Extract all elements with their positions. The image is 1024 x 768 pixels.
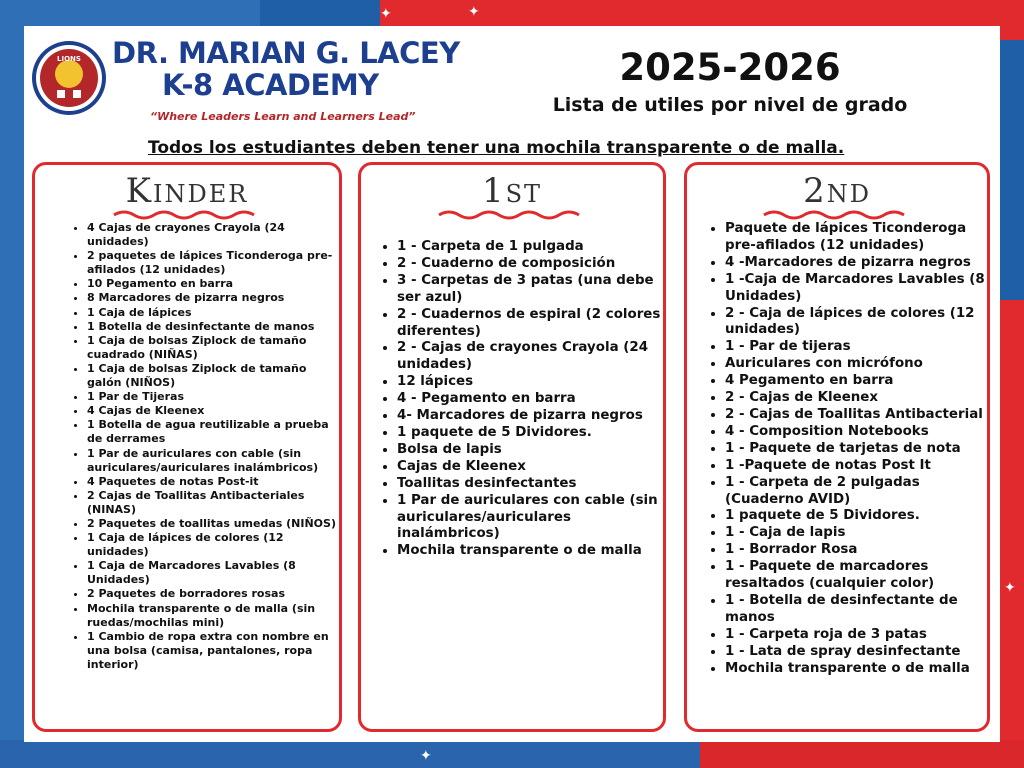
list-item: • 1 - Paquete de tarjetas de nota: [725, 441, 1001, 458]
list-item: • 1 Botella de agua reutilizable a prueba de derrames: [87, 418, 343, 446]
list-item: • 1 Caja de Marcadores Lavables (8 Unidades): [87, 559, 343, 587]
list-item: • 1 Caja de bolsas Ziplock de tamaño cuadrado (NIÑAS): [87, 334, 343, 362]
school-name-line2: K-8 ACADEMY: [162, 68, 379, 102]
backpack-notice: Todos los estudiantes deben tener una mochila transparente o de malla.: [148, 138, 845, 158]
logo-text: LIONS: [57, 55, 81, 63]
list-item: • Cajas de Kleenex: [397, 459, 673, 476]
list-item: • 1 - Lata de spray desinfectante: [725, 644, 1001, 661]
school-logo: [30, 34, 108, 126]
sparkle-icon: ✦: [1004, 580, 1016, 596]
school-year: 2025-2026: [619, 46, 841, 89]
list-item: • 1 Botella de desinfectante de manos: [87, 320, 343, 334]
sparkle-icon: ✦: [420, 748, 432, 764]
list-item: • 1 - Paquete de marcadores resaltados (cualquier color): [725, 559, 1001, 593]
list-item: • 1 - Carpeta roja de 3 patas: [725, 627, 1001, 644]
school-tagline: “Where Leaders Learn and Learners Lead”: [150, 110, 416, 123]
first-grade-card: [358, 162, 666, 732]
list-item: • 1 Cambio de ropa extra con nombre en una bolsa (camisa, pantalones, ropa interior): [87, 630, 343, 672]
list-item: • 1 Caja de lápices de colores (12 unidades): [87, 531, 343, 559]
list-item: • 4 - Composition Notebooks: [725, 424, 1001, 441]
list-item: • 1 paquete de 5 Dividores.: [397, 425, 673, 442]
first-grade-supply-list: [375, 239, 673, 560]
list-item: • Mochila transparente o de malla: [725, 661, 1001, 678]
list-item: • 4 Paquetes de notas Post-it: [87, 475, 343, 489]
card-title-2nd: 2nd: [803, 171, 871, 211]
list-item: • 2 Cajas de Toallitas Antibacteriales (NINAS): [87, 489, 343, 517]
list-item: • 1 - Borrador Rosa: [725, 542, 1001, 559]
sparkle-icon: ✦: [380, 6, 392, 22]
list-item: • 1 -Caja de Marcadores Lavables (8 Unidades): [725, 272, 1001, 306]
list-item: • 4- Marcadores de pizarra negros: [397, 408, 673, 425]
list-item: • Auriculares con micrófono: [725, 356, 1001, 373]
list-item: • 4 - Pegamento en barra: [397, 391, 673, 408]
list-item: • 1 Par de Tijeras: [87, 390, 343, 404]
list-item: • Bolsa de lapis: [397, 442, 673, 459]
list-item: • 2 - Cuadernos de espiral (2 colores diferentes): [397, 307, 673, 341]
list-item: • 2 - Cuaderno de composición: [397, 256, 673, 273]
list-item: • 1 Par de auriculares con cable (sin auriculares/auriculares inalámbricos): [87, 447, 343, 475]
list-item: • Mochila transparente o de malla: [397, 543, 673, 560]
kinder-card: [32, 162, 342, 732]
school-name-line1: DR. MARIAN G. LACEY: [112, 36, 460, 70]
list-item: • 4 Cajas de Kleenex: [87, 404, 343, 418]
list-item: • 3 - Carpetas de 3 patas (una debe ser azul): [397, 273, 673, 307]
list-item: • 4 Cajas de crayones Crayola (24 unidades): [87, 221, 343, 249]
squiggle-divider: [437, 209, 587, 221]
sparkle-icon: ✦: [468, 4, 480, 20]
list-item: • 1 paquete de 5 Dividores.: [725, 508, 1001, 525]
list-item: • Paquete de lápices Ticonderoga pre-afilados (12 unidades): [725, 221, 1001, 255]
squiggle-divider: [762, 209, 912, 221]
list-item: • 1 - Par de tijeras: [725, 339, 1001, 356]
list-item: • 2 Paquetes de borradores rosas: [87, 587, 343, 601]
second-grade-card: [684, 162, 990, 732]
squiggle-divider: [112, 209, 262, 221]
list-item: • 1 - Caja de lapis: [725, 525, 1001, 542]
background-red-bottom: [700, 740, 1024, 768]
list-item: • 2 paquetes de lápices Ticonderoga pre-afilados (12 unidades): [87, 249, 343, 277]
list-item: • 1 Par de auriculares con cable (sin auriculares/auriculares inalámbricos): [397, 493, 673, 544]
list-item: • 4 Pegamento en barra: [725, 373, 1001, 390]
list-item: • 2 Paquetes de toallitas umedas (NIÑOS): [87, 517, 343, 531]
kinder-supply-list: [65, 221, 343, 672]
list-item: • Toallitas desinfectantes: [397, 476, 673, 493]
list-item: • 4 -Marcadores de pizarra negros: [725, 255, 1001, 272]
list-item: • 10 Pegamento en barra: [87, 277, 343, 291]
list-item: • 8 Marcadores de pizarra negros: [87, 291, 343, 305]
list-item: • 2 - Cajas de crayones Crayola (24 unidades): [397, 340, 673, 374]
list-item: • Mochila transparente o de malla (sin ruedas/mochilas mini): [87, 602, 343, 630]
second-grade-supply-list: [703, 221, 1001, 677]
list-item: • 12 lápices: [397, 374, 673, 391]
card-title-1st: 1st: [481, 171, 543, 211]
list-item: • 2 - Caja de lápices de colores (12 unidades): [725, 306, 1001, 340]
page-subtitle: Lista de utiles por nivel de grado: [552, 94, 908, 116]
list-item: • 1 - Botella de desinfectante de manos: [725, 593, 1001, 627]
list-item: • 1 Caja de bolsas Ziplock de tamaño galón (NIÑOS): [87, 362, 343, 390]
card-title-kinder: Kinder: [125, 171, 249, 211]
list-item: • 2 - Cajas de Kleenex: [725, 390, 1001, 407]
list-item: • 2 - Cajas de Toallitas Antibacterial: [725, 407, 1001, 424]
list-item: • 1 - Carpeta de 2 pulgadas (Cuaderno AVID): [725, 475, 1001, 509]
list-item: • 1 Caja de lápices: [87, 306, 343, 320]
list-item: • 1 -Paquete de notas Post It: [725, 458, 1001, 475]
list-item: • 1 - Carpeta de 1 pulgada: [397, 239, 673, 256]
